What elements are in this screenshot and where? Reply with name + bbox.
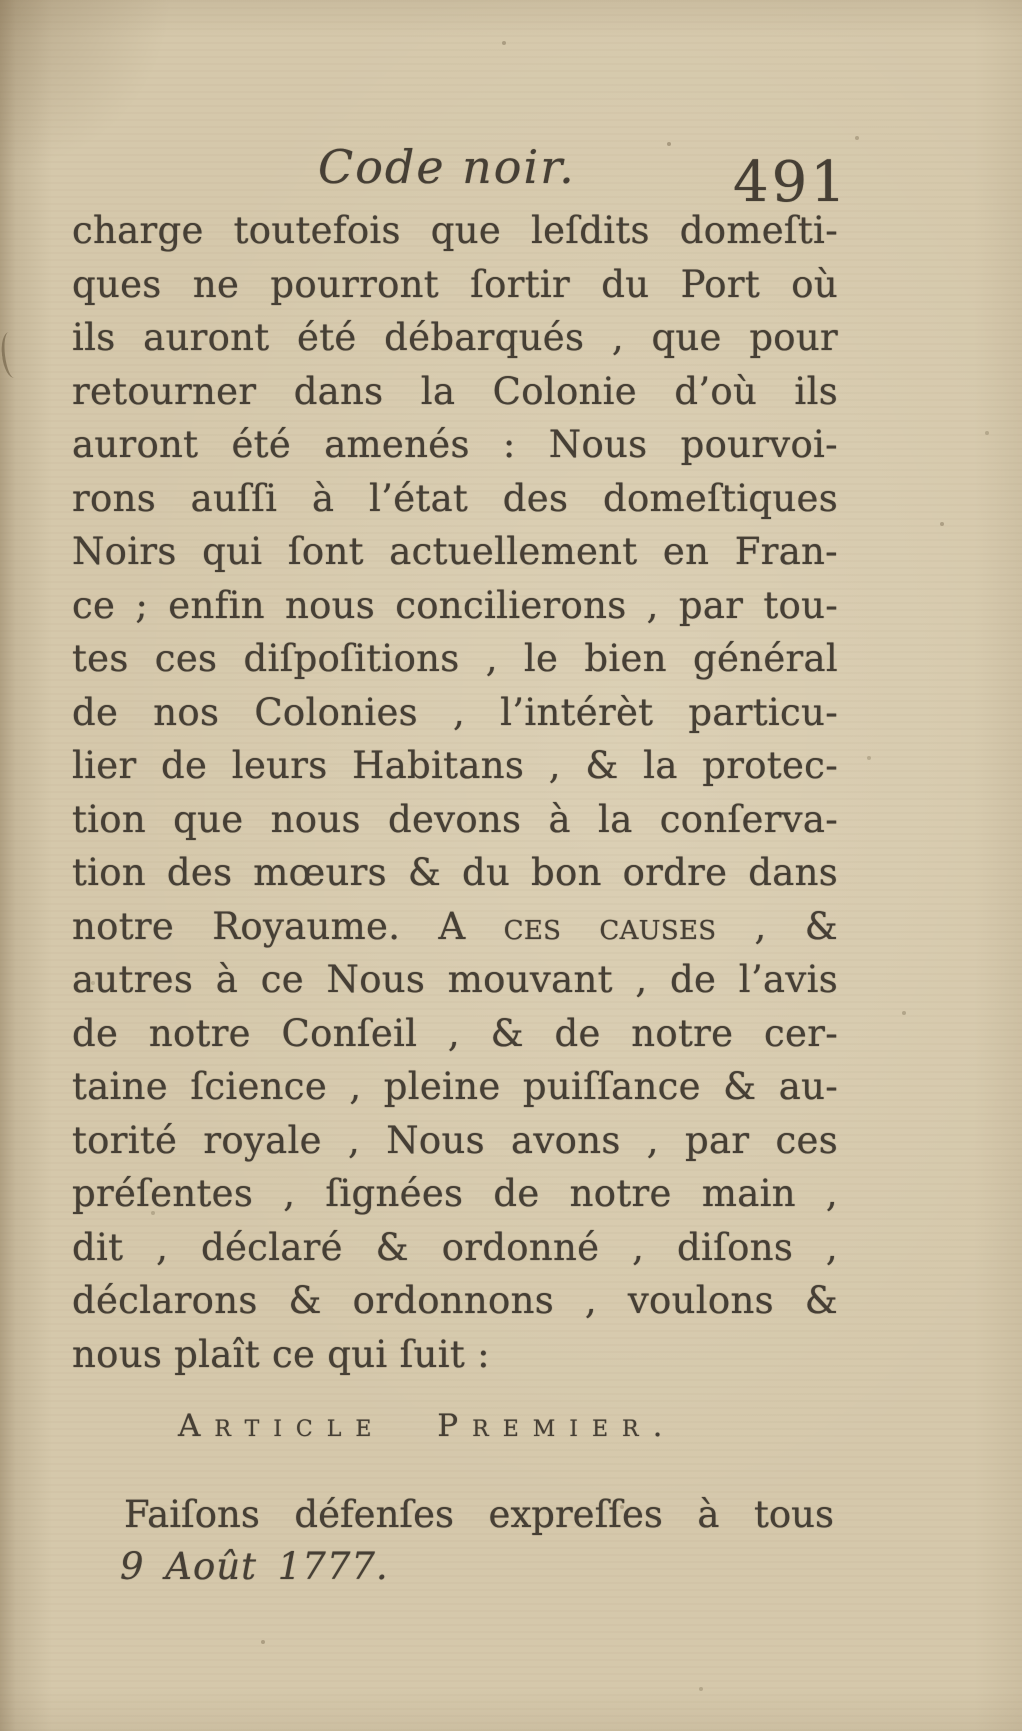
text-line: nous plaît ce qui ſuit :: [72, 1332, 490, 1376]
margin-pen-mark: [0, 331, 24, 379]
text-line: lier de leurs Habitans , & la protec-: [72, 744, 838, 787]
page-text-block: [72, 204, 838, 1381]
paper-specks: [0, 0, 2, 2]
text-line: Noirs qui ſont actuellement en Fran-: [72, 530, 838, 573]
text-line: ils auront été débarqués , que pour: [72, 316, 838, 359]
page-number: 491: [733, 150, 849, 215]
small-caps-run: ces causes: [503, 904, 717, 948]
text-line: dit , déclaré & ordonné , diſons ,: [72, 1225, 838, 1269]
text-line: taine ſcience , pleine puiſſance & au-: [72, 1065, 838, 1108]
text-line: auront été amenés : Nous pourvoi-: [72, 423, 838, 466]
text-line: charge toutefois que leſdits domeſti-: [72, 209, 838, 252]
text-line: [72, 900, 838, 954]
text-run: , &: [716, 904, 838, 948]
text-line: retourner dans la Colonie d’où ils: [72, 369, 838, 413]
text-line: de notre Conſeil , & de notre cer-: [72, 1011, 838, 1055]
text-line: tes ces diſpoſitions , le bien général: [72, 637, 838, 680]
text-line: rons auſſi à l’état des domeſtiques: [72, 476, 838, 520]
text-line: ques ne pourront ſortir du Port où: [72, 262, 838, 306]
article-first-line: Faiſons défenſes expreſſes à tous: [124, 1493, 834, 1536]
text-line: torité royale , Nous avons , par ces: [72, 1118, 838, 1162]
running-header-title: Code noir.: [318, 140, 576, 194]
date-note: 9 Août 1777.: [120, 1545, 389, 1588]
text-line: autres à ce Nous mouvant , de l’avis: [72, 958, 838, 1001]
text-run: notre Royaume. A: [72, 904, 504, 948]
text-line: de nos Colonies , l’intérèt particu-: [72, 690, 838, 734]
article-heading: Article Premier.: [178, 1408, 677, 1444]
text-line: ce ; enfin nous concilierons , par tou-: [72, 583, 838, 627]
text-line: préſentes , ſignées de notre main ,: [72, 1172, 838, 1215]
text-line: déclarons & ordonnons , voulons &: [72, 1279, 838, 1322]
text-line: tion des mœurs & du bon ordre dans: [72, 851, 838, 894]
text-line: tion que nous devons à la conſerva-: [72, 797, 838, 841]
